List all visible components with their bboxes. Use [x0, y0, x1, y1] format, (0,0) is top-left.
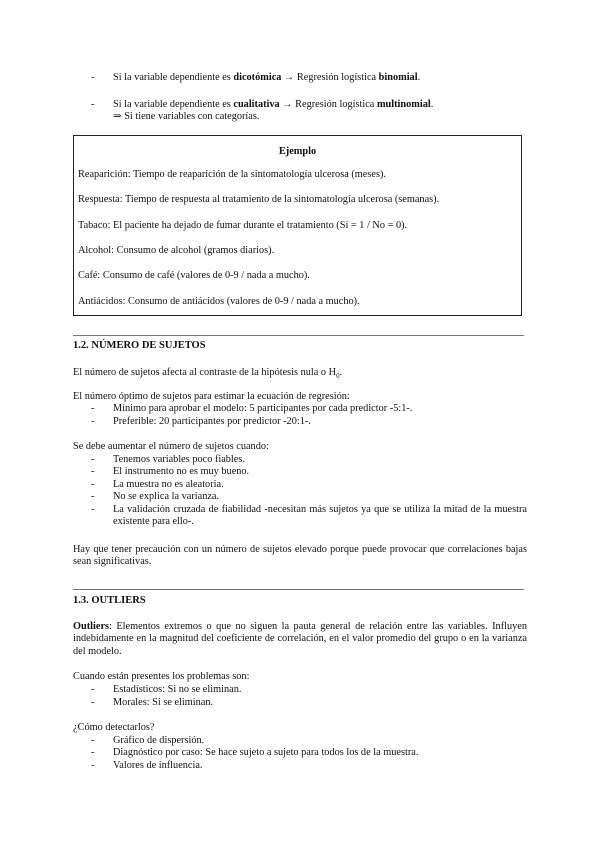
example-line: Respuesta: Tiempo de respuesta al tratamiento de la sintomatología ulcerosa (semanas).	[78, 194, 440, 205]
example-title: Ejemplo	[278, 146, 317, 157]
divider	[73, 589, 524, 590]
paragraph: Hay que tener precaución con un número de sujetos elevado porque puede provocar que correlaciones bajas sean significativas.	[73, 544, 527, 568]
paragraph: Outliers: Elementos extremos o que no siguen la pauta general de relación entre las variables. Influyen indebidamente en la magnitud del coeficiente de correlación, en el valor promedio del grupo o en la varianza del modelo.	[73, 621, 527, 657]
sub-note: ⇒ Si tiene variables con categorías.	[113, 111, 260, 122]
section-heading: 1.2. NÚMERO DE SUJETOS	[73, 340, 206, 351]
example-box	[73, 135, 522, 316]
paragraph: ¿Cómo detectarlos?	[73, 722, 155, 733]
example-line: Alcohol: Consumo de alcohol (gramos diarios).	[78, 245, 275, 256]
paragraph: Se debe aumentar el número de sujetos cuando:	[73, 441, 269, 452]
example-line: Antiácidos: Consumo de antiácidos (valores de 0-9 / nada a mucho).	[78, 296, 360, 307]
example-line: Reaparición: Tiempo de reaparición de la sintomatología ulcerosa (meses).	[78, 169, 386, 180]
example-line: Tabaco: El paciente ha dejado de fumar durante el tratamiento (Sí = 1 / No = 0).	[78, 220, 408, 231]
example-line: Café: Consumo de café (valores de 0-9 / nada a mucho).	[78, 270, 310, 281]
paragraph: Cuando están presentes los problemas son:	[73, 671, 250, 682]
divider	[73, 335, 524, 336]
paragraph: El número de sujetos afecta al contraste de la hipótesis nula o $H_0$.	[73, 367, 343, 381]
section-heading: 1.3. OUTLIERS	[73, 595, 146, 606]
paragraph: El número óptimo de sujetos para estimar la ecuación de regresión:	[73, 391, 350, 402]
